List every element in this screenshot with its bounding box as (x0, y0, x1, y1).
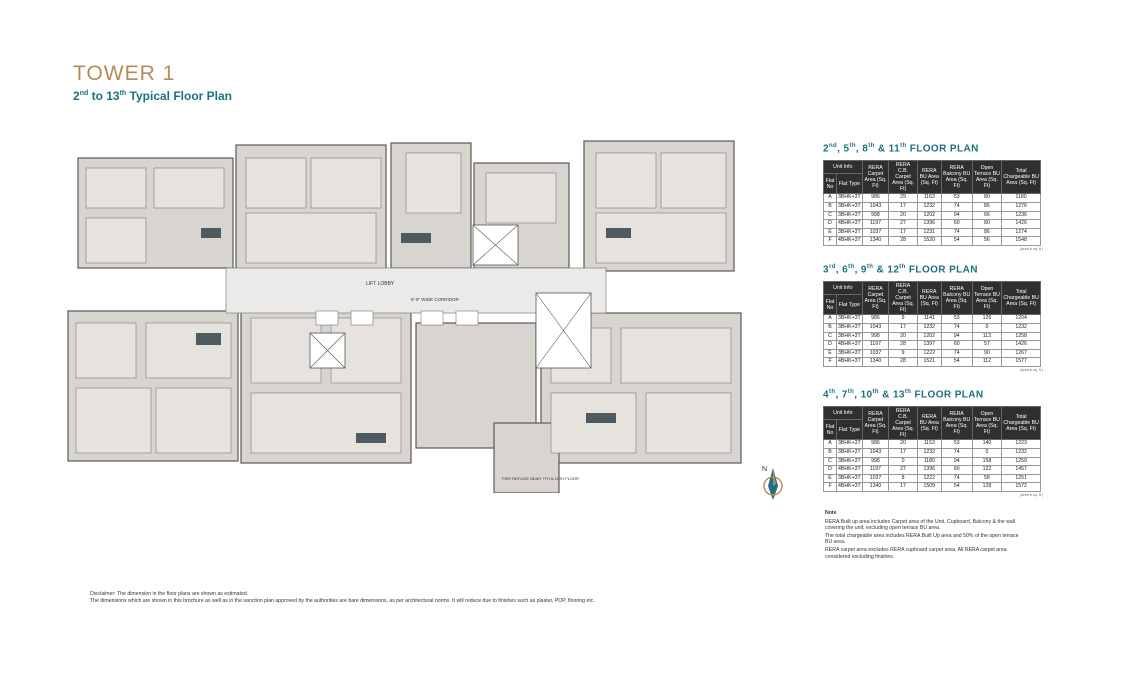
table-cell: C (824, 211, 837, 220)
table-cell: 1222 (917, 349, 941, 358)
col-flat-type: Flat Type (837, 419, 863, 440)
table-title: 2nd, 5th, 8th & 11th FLOOR PLAN (823, 143, 979, 155)
col-chargeable: Total Chargeable BU Area (Sq. Ft) (1002, 282, 1041, 315)
table-cell: 54 (941, 483, 972, 492)
table-cell: 74 (941, 323, 972, 332)
area-table (823, 406, 1041, 492)
table-cell: 1231 (917, 228, 941, 237)
table-cell: 158 (972, 457, 1002, 466)
table-row (824, 440, 1041, 449)
col-balcony: RERA Balcony BU Area (Sq. Ft) (941, 282, 972, 315)
table-cell: 60 (941, 341, 972, 350)
table-cell: 1153 (917, 440, 941, 449)
col-flat-type: Flat Type (837, 173, 863, 194)
table-cell: 1037 (862, 349, 889, 358)
table-cell: 3BHK+3T (837, 211, 863, 220)
table-row (824, 332, 1041, 341)
table-cell: 27 (889, 466, 918, 475)
table-cell: 1520 (917, 237, 941, 246)
floor-table-1 (823, 143, 1043, 251)
table-cell: 9 (889, 315, 918, 324)
table-row (824, 474, 1041, 483)
area-table (823, 160, 1041, 246)
table-cell: 1197 (862, 466, 889, 475)
table-cell: 1426 (1002, 220, 1041, 229)
table-cell: 4BHK+3T (837, 483, 863, 492)
table-row (824, 349, 1041, 358)
table-cell: 1197 (862, 341, 889, 350)
table-cell: 4BHK+3T (837, 220, 863, 229)
area-unit-note: (Area in sq. ft.) (1020, 246, 1043, 251)
table-cell: 86 (972, 228, 1002, 237)
table-cell: 1037 (862, 474, 889, 483)
table-cell: 4BHK+3T (837, 466, 863, 475)
table-cell: 20 (889, 440, 918, 449)
area-table (823, 281, 1041, 367)
table-row (824, 211, 1041, 220)
table-cell: 9 (889, 349, 918, 358)
table-cell: 86 (972, 202, 1002, 211)
table-cell: 0 (972, 323, 1002, 332)
table-cell: 90 (972, 349, 1002, 358)
table-cell: 0 (889, 457, 918, 466)
table-cell: 27 (889, 220, 918, 229)
table-row (824, 237, 1041, 246)
table-cell: A (824, 315, 837, 324)
table-cell: 1204 (1002, 315, 1041, 324)
table-row (824, 457, 1041, 466)
notes-heading: Note (825, 510, 837, 516)
table-cell: 3BHK+3T (837, 194, 863, 203)
col-unit-info: Unit Info (824, 407, 863, 419)
table-row (824, 220, 1041, 229)
col-unit-info: Unit Info (824, 161, 863, 173)
table-cell: 1232 (1002, 323, 1041, 332)
table-cell: 53 (941, 440, 972, 449)
table-cell: 1141 (917, 315, 941, 324)
table-cell: 57 (972, 341, 1002, 350)
table-cell: 17 (889, 202, 918, 211)
table-cell: 66 (972, 211, 1002, 220)
note-item: RERA Built up area includes Carpet area of the Unit, Cupboard, Balcony & the wall covering the unit, excluding open terrace BU area. (825, 518, 1016, 532)
table-cell: 28 (889, 341, 918, 350)
table-cell: 60 (941, 466, 972, 475)
table-cell: 0 (972, 448, 1002, 457)
col-chargeable: Total Chargeable BU Area (Sq. Ft) (1002, 407, 1041, 440)
floor-plan (66, 133, 746, 493)
col-cb: RERA C.B. Carpet Area (Sq. Ft) (889, 161, 918, 194)
table-cell: 3BHK+3T (837, 474, 863, 483)
disclaimer-line: Disclaimer: The dimension in the floor plans are shown as estimated. (90, 591, 249, 597)
col-unit-info: Unit Info (824, 282, 863, 294)
table-cell: 20 (889, 332, 918, 341)
table-cell: 1232 (917, 448, 941, 457)
table-cell: 74 (941, 202, 972, 211)
col-flat-no: Flat No (824, 294, 837, 315)
col-flat-no: Flat No (824, 419, 837, 440)
table-cell: 1548 (1002, 237, 1041, 246)
table-cell: 1577 (1002, 358, 1041, 367)
table-cell: 1202 (917, 211, 941, 220)
table-cell: C (824, 332, 837, 341)
table-cell: E (824, 474, 837, 483)
svg-text:5'-0" WIDE CORRIDOR: 5'-0" WIDE CORRIDOR (411, 297, 459, 302)
notes-section (825, 510, 1025, 561)
table-cell: 28 (889, 237, 918, 246)
table-cell: 80 (972, 194, 1002, 203)
area-unit-note: (Area in sq. ft.) (1020, 492, 1043, 497)
table-cell: 1397 (917, 341, 941, 350)
table-cell: 58 (972, 474, 1002, 483)
col-flat-no: Flat No (824, 173, 837, 194)
table-cell: F (824, 237, 837, 246)
table-cell: 8 (889, 474, 918, 483)
svg-text:FIRE REFUGE NEAR 7TH & 11TH FL: FIRE REFUGE NEAR 7TH & 11TH FLOOR (502, 476, 580, 481)
table-cell: D (824, 341, 837, 350)
col-cb: RERA C.B. Carpet Area (Sq. Ft) (889, 407, 918, 440)
table-cell: 986 (862, 194, 889, 203)
table-row (824, 358, 1041, 367)
page-subtitle: 2nd to 13th Typical Floor Plan (73, 89, 232, 103)
note-item: RERA carpet area excludes RERA cupboard carpet area. All RERA carpet area considered excluding finishes. (825, 546, 1007, 560)
table-cell: 1037 (862, 228, 889, 237)
col-bu: RERA BU Area (Sq. Ft) (917, 407, 941, 440)
table-cell: E (824, 228, 837, 237)
table-cell: 3BHK+3T (837, 440, 863, 449)
table-title: 3rd, 6th, 9th & 12th FLOOR PLAN (823, 264, 978, 276)
table-cell: A (824, 194, 837, 203)
table-cell: 1396 (917, 466, 941, 475)
table-cell: 998 (862, 457, 889, 466)
table-cell: 1572 (1002, 483, 1041, 492)
table-cell: 20 (889, 211, 918, 220)
table-cell: 998 (862, 211, 889, 220)
table-cell: 1197 (862, 220, 889, 229)
table-cell: 1232 (917, 323, 941, 332)
table-cell: 1043 (862, 448, 889, 457)
col-balcony: RERA Balcony BU Area (Sq. Ft) (941, 407, 972, 440)
table-title: 4th, 7th, 10th & 13th FLOOR PLAN (823, 389, 984, 401)
table-cell: 1267 (1002, 349, 1041, 358)
col-terrace: Open Terrace BU Area (Sq. Ft) (972, 282, 1002, 315)
table-cell: 17 (889, 483, 918, 492)
table-cell: C (824, 457, 837, 466)
table-cell: 80 (972, 220, 1002, 229)
table-row (824, 194, 1041, 203)
table-cell: 3BHK+3T (837, 202, 863, 211)
col-bu: RERA BU Area (Sq. Ft) (917, 282, 941, 315)
table-cell: 1340 (862, 237, 889, 246)
table-cell: 1259 (1002, 457, 1041, 466)
table-cell: 112 (972, 358, 1002, 367)
disclaimer-line: The dimensions which are shown in this brochure as well as in the sanction plan approved by the authorities are bare dimensions, as per architectural norms. It will reduce due to finishes such as plaster, POP, flooring etc. (90, 598, 595, 604)
table-cell: 60 (941, 220, 972, 229)
table-cell: 94 (941, 211, 972, 220)
table-cell: 128 (972, 483, 1002, 492)
area-unit-note: (Area in sq. ft.) (1020, 367, 1043, 372)
table-cell: 94 (941, 332, 972, 341)
table-cell: 122 (972, 466, 1002, 475)
table-cell: 1509 (917, 483, 941, 492)
table-row (824, 341, 1041, 350)
note-item: The total chargeable area includes RERA Built Up area and 50% of the open terrace BU area. (825, 532, 1019, 546)
table-row (824, 483, 1041, 492)
table-cell: 1163 (917, 194, 941, 203)
col-chargeable: Total Chargeable BU Area (Sq. Ft) (1002, 161, 1041, 194)
table-cell: 3BHK+3T (837, 349, 863, 358)
table-cell: 1274 (1002, 228, 1041, 237)
table-cell: 140 (972, 440, 1002, 449)
table-cell: B (824, 323, 837, 332)
table-cell: 1232 (917, 202, 941, 211)
table-cell: 1223 (1002, 440, 1041, 449)
table-cell: 1276 (1002, 202, 1041, 211)
disclaimer (90, 591, 730, 605)
table-cell: 1396 (917, 220, 941, 229)
table-cell: 986 (862, 440, 889, 449)
table-cell: 74 (941, 474, 972, 483)
page-title: TOWER 1 (73, 62, 176, 85)
table-cell: 3BHK+3T (837, 457, 863, 466)
table-cell: 1340 (862, 483, 889, 492)
table-row (824, 448, 1041, 457)
svg-text:LIFT LOBBY: LIFT LOBBY (366, 281, 395, 287)
table-cell: 29 (889, 194, 918, 203)
table-cell: 1180 (917, 457, 941, 466)
table-cell: 53 (941, 194, 972, 203)
table-cell: 1180 (1002, 194, 1041, 203)
col-flat-type: Flat Type (837, 294, 863, 315)
table-cell: 53 (941, 315, 972, 324)
table-cell: D (824, 466, 837, 475)
table-cell: 3BHK+3T (837, 448, 863, 457)
table-cell: D (824, 220, 837, 229)
table-row (824, 315, 1041, 324)
table-cell: 74 (941, 448, 972, 457)
table-row (824, 466, 1041, 475)
floor-table-2 (823, 264, 1043, 372)
compass-north-label: N (762, 466, 768, 473)
table-cell: 54 (941, 237, 972, 246)
table-cell: 1043 (862, 202, 889, 211)
table-row (824, 228, 1041, 237)
compass-icon (752, 462, 794, 504)
col-bu: RERA BU Area (Sq. Ft) (917, 161, 941, 194)
table-cell: 1222 (917, 474, 941, 483)
table-row (824, 323, 1041, 332)
table-cell: 4BHK+3T (837, 237, 863, 246)
col-carpet: RERA Carpet Area (Sq. Ft) (862, 407, 889, 440)
col-balcony: RERA Balcony BU Area (Sq. Ft) (941, 161, 972, 194)
table-cell: B (824, 448, 837, 457)
floor-table-3 (823, 389, 1043, 497)
col-terrace: Open Terrace BU Area (Sq. Ft) (972, 407, 1002, 440)
table-cell: A (824, 440, 837, 449)
table-cell: 17 (889, 228, 918, 237)
table-cell: 17 (889, 323, 918, 332)
col-carpet: RERA Carpet Area (Sq. Ft) (862, 161, 889, 194)
table-cell: 1232 (1002, 448, 1041, 457)
table-cell: 1521 (917, 358, 941, 367)
table-cell: 1236 (1002, 211, 1041, 220)
table-cell: 17 (889, 448, 918, 457)
table-cell: 1202 (917, 332, 941, 341)
table-cell: 74 (941, 228, 972, 237)
col-terrace: Open Terrace BU Area (Sq. Ft) (972, 161, 1002, 194)
table-cell: 1258 (1002, 332, 1041, 341)
table-cell: 1457 (1002, 466, 1041, 475)
table-cell: 126 (972, 315, 1002, 324)
col-cb: RERA C.B. Carpet Area (Sq. Ft) (889, 282, 918, 315)
table-cell: B (824, 202, 837, 211)
table-cell: 74 (941, 349, 972, 358)
table-cell: 113 (972, 332, 1002, 341)
table-cell: 3BHK+3T (837, 332, 863, 341)
table-cell: 56 (972, 237, 1002, 246)
table-cell: 986 (862, 315, 889, 324)
table-cell: 4BHK+3T (837, 358, 863, 367)
table-cell: 3BHK+3T (837, 315, 863, 324)
table-cell: 1043 (862, 323, 889, 332)
table-cell: 4BHK+3T (837, 341, 863, 350)
table-cell: F (824, 358, 837, 367)
table-cell: 1426 (1002, 341, 1041, 350)
table-cell: F (824, 483, 837, 492)
table-cell: 998 (862, 332, 889, 341)
table-cell: 3BHK+3T (837, 228, 863, 237)
col-carpet: RERA Carpet Area (Sq. Ft) (862, 282, 889, 315)
table-cell: 54 (941, 358, 972, 367)
table-cell: 1340 (862, 358, 889, 367)
table-row (824, 202, 1041, 211)
table-cell: 94 (941, 457, 972, 466)
table-cell: 1251 (1002, 474, 1041, 483)
table-cell: 3BHK+3T (837, 323, 863, 332)
table-cell: E (824, 349, 837, 358)
table-cell: 28 (889, 358, 918, 367)
